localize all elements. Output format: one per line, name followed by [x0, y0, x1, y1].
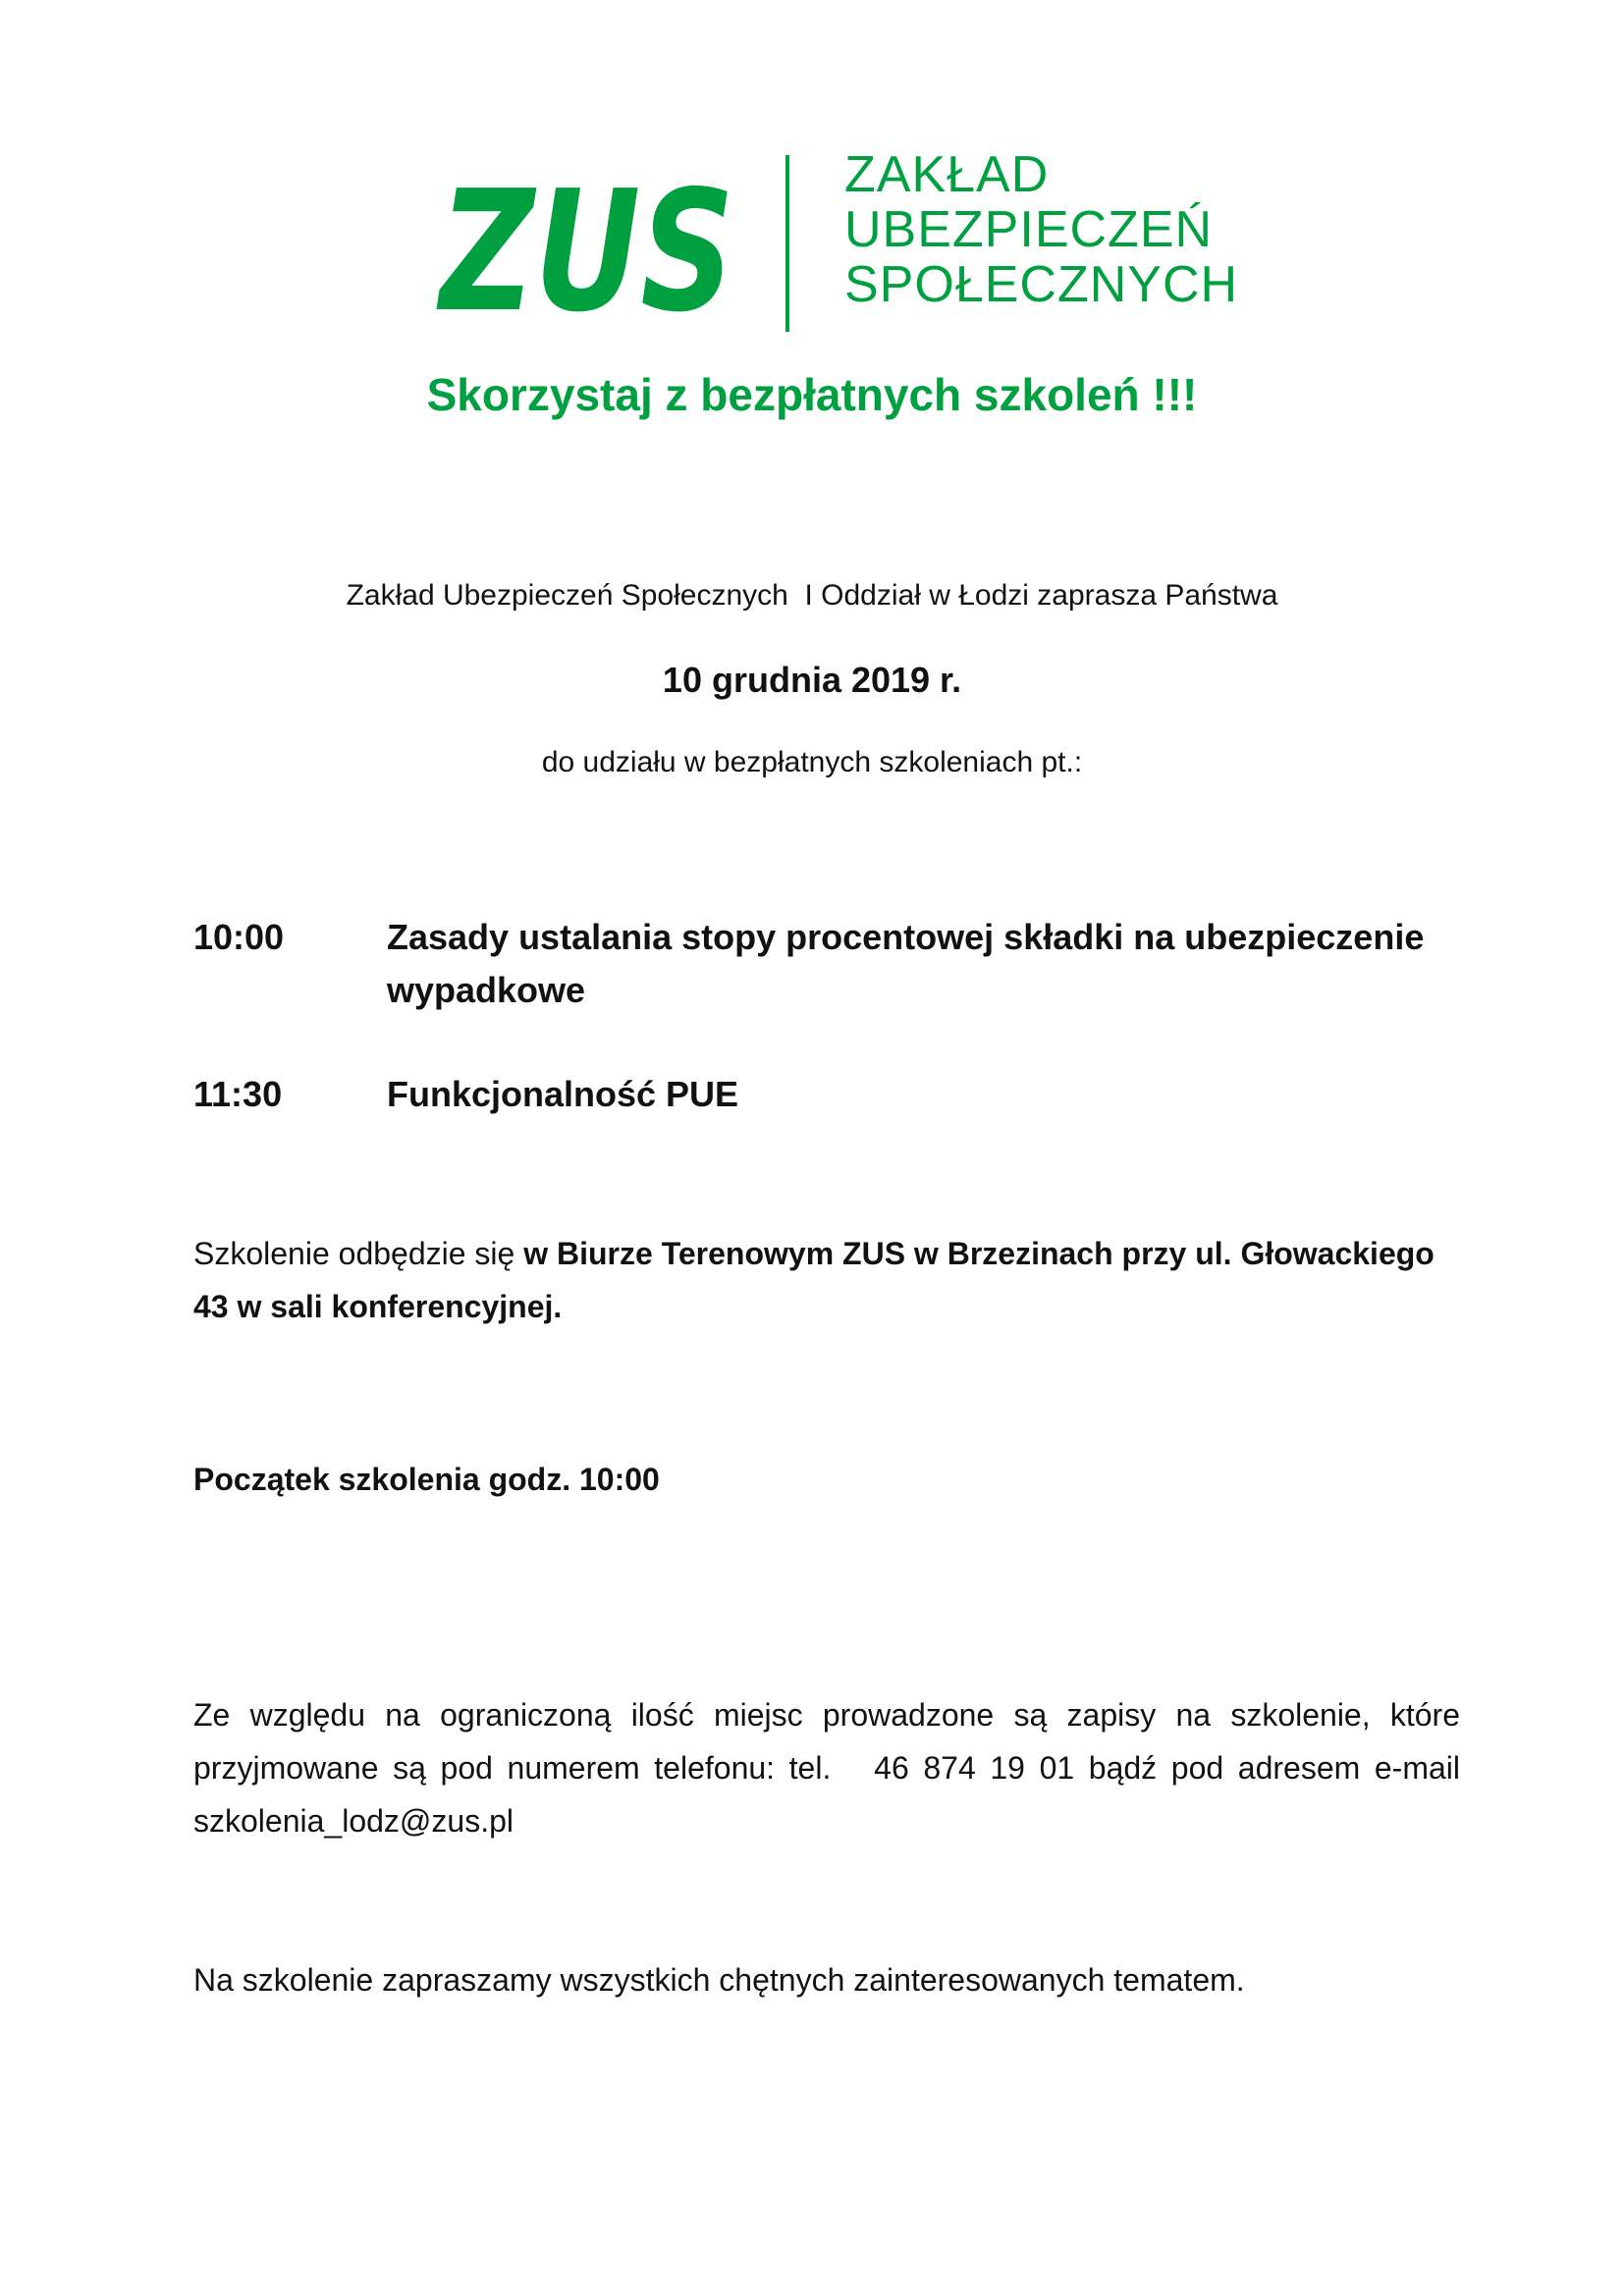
session-title: Funkcjonalność PUE — [387, 1074, 739, 1114]
logo-word-3: SPOŁECZNYCH — [844, 256, 1239, 313]
zus-logo-mark — [432, 147, 746, 349]
closing-text: Na szkolenie zapraszamy wszystkich chętnych zainteresowanych tematem. — [193, 1962, 1245, 1998]
logo-word-2: UBEZPIECZEŃ — [844, 201, 1214, 258]
logo-divider — [785, 155, 789, 332]
location-paragraph — [193, 1227, 1460, 1333]
zus-logo-mark-text: ZUS — [436, 155, 734, 349]
location-place: w Biurze Terenowym ZUS w Brzezinach przy ul. Głowackiego 43 w sali konferencyjnej. — [193, 1236, 1435, 1324]
registration-paragraph: Ze względu na ograniczoną ilość miejsc prowadzone są zapisy na szkolenie, które przyjmowane są pod numerem telefonu: tel. 46 874 19 01 bądź pod adresem e-mail szkolenia_lodz@zus.pl — [193, 1697, 1478, 1839]
event-date: 10 grudnia 2019 r. — [662, 660, 962, 700]
zus-logo — [432, 146, 1257, 349]
start-time-text: Początek szkolenia godz. 10:00 — [193, 1462, 660, 1497]
location-prefix: Szkolenie odbędzie się — [193, 1236, 524, 1271]
session-time: 10:00 — [193, 917, 285, 957]
session-time: 11:30 — [193, 1074, 283, 1114]
intro-text: Zakład Ubezpieczeń Społecznych I Oddział w Łodzi zaprasza Państwa — [346, 579, 1278, 612]
session-title: Zasady ustalania stopy procentowej składki na ubezpieczenie wypadkowe — [387, 917, 1425, 1010]
logo-word-1: ZAKŁAD — [844, 146, 1050, 203]
invite-text: do udziału w bezpłatnych szkoleniach pt.: — [541, 746, 1083, 778]
headline: Skorzystaj z bezpłatnych szkoleń !!! — [426, 369, 1198, 420]
logo-wordmark — [844, 147, 1276, 312]
